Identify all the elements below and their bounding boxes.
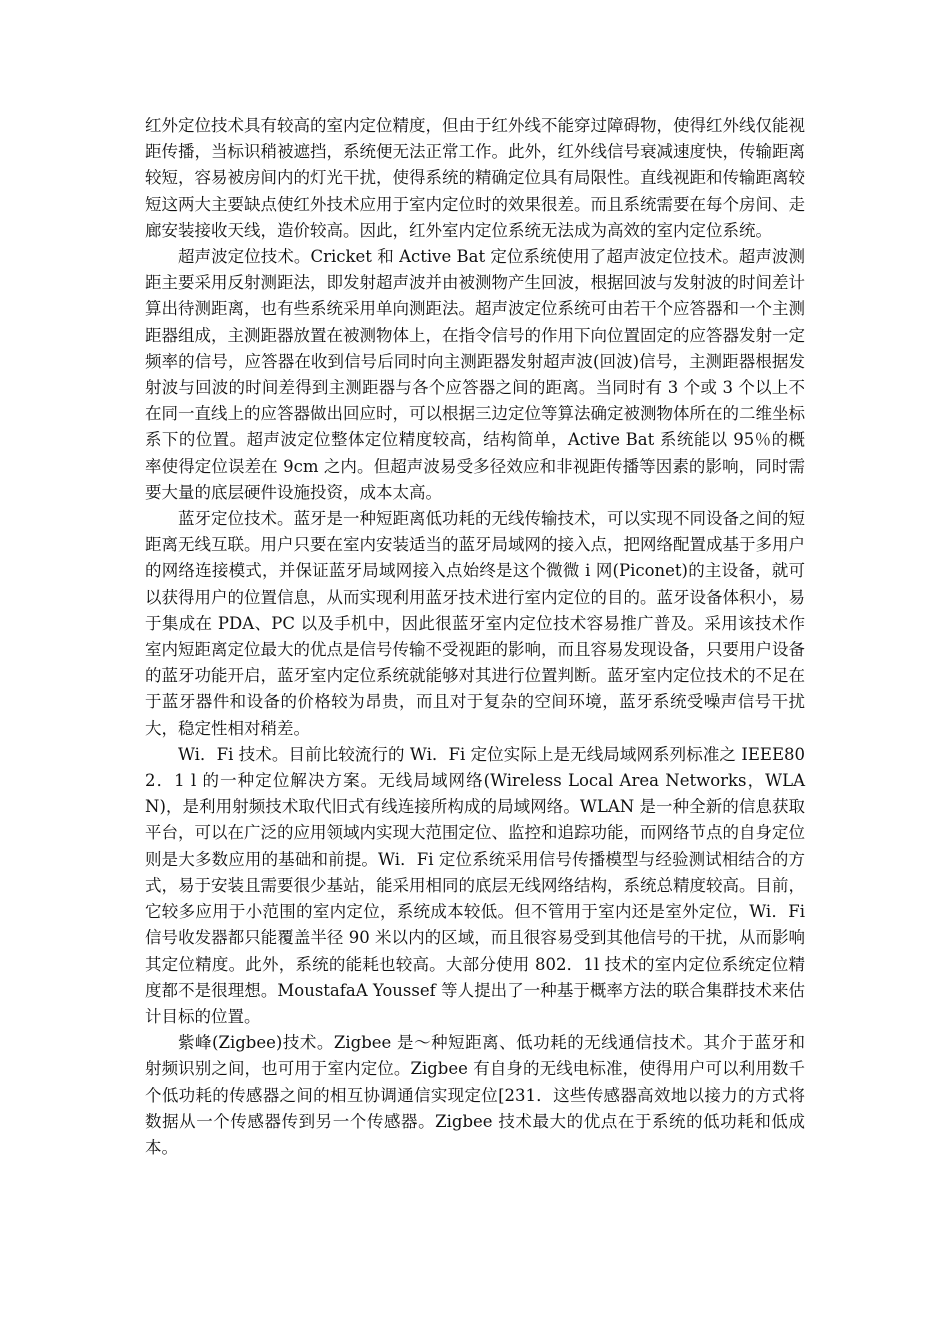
- paragraph-zigbee: 紫峰(Zigbee)技术。Zigbee 是～种短距离、低功耗的无线通信技术。其介于蓝牙和射频识别之间，也可用于室内定位。Zigbee 有自身的无线电标准，使得用户可以利用数千个低功耗的传感器之间的相互协调通信实现定位[231．这些传感器高效地以接力的方式将数据从一个传感器传到另一个传感器。Zigbee 技术最大的优点在于系统的低功耗和低成本。: [145, 1033, 805, 1157]
- paragraph-ultrasonic: 超声波定位技术。Cricket 和 Active Bat 定位系统使用了超声波定位技术。超声波测距主要采用反射测距法，即发射超声波并由被测物产生回波，根据回波与发射波的时间差计算出待测距离，也有些系统采用单向测距法。超声波定位系统可由若干个应答器和一个主测距器组成，主测距器放置在被测物体上，在指令信号的作用下向位置固定的应答器发射一定频率的信号，应答器在收到信号后同时向主测距器发射超声波(回波)信号，主测距器根据发射波与回波的时间差得到主测距器与各个应答器之间的距离。当同时有 3 个或 3 个以上不在同一直线上的应答器做出回应时，可以根据三边定位等算法确定被测物体所在的二维坐标系下的位置。超声波定位整体定位精度较高，结构简单，Active Bat 系统能以 95％的概率使得定位误差在 9cm 之内。但超声波易受多径效应和非视距传播等因素的影响，同时需要大量的底层硬件设施投资，成本太高。: [145, 247, 805, 502]
- document-body: [145, 113, 805, 1161]
- paragraph-infrared: 红外定位技术具有较高的室内定位精度，但由于红外线不能穿过障碍物，使得红外线仅能视距传播，当标识稍被遮挡，系统便无法正常工作。此外，红外线信号衰减速度快，传输距离较短，容易被房间内的灯光干扰，使得系统的精确定位具有局限性。直线视距和传输距离较短这两大主要缺点使红外技术应用于室内定位时的效果很差。而且系统需要在每个房间、走廊安装接收天线，造价较高。因此，红外室内定位系统无法成为高效的室内定位系统。: [145, 116, 805, 240]
- paragraph-wifi: Wi．Fi 技术。目前比较流行的 Wi．Fi 定位实际上是无线局域网系列标准之 IEEE802．1 l 的一种定位解决方案。无线局域网络(Wireless Local Area Networks，WLAN)，是利用射频技术取代旧式有线连接所构成的局域网络。WLAN 是一种全新的信息获取平台，可以在广泛的应用领域内实现大范围定位、监控和追踪功能，而网络节点的自身定位则是大多数应用的基础和前提。Wi．Fi 定位系统采用信号传播模型与经验测试相结合的方式，易于安装且需要很少基站，能采用相同的底层无线网络结构，系统总精度较高。目前，它较多应用于小范围的室内定位，系统成本较低。但不管用于室内还是室外定位，Wi．Fi 信号收发器都只能覆盖半径 90 米以内的区域，而且很容易受到其他信号的干扰，从而影响其定位精度。此外，系统的能耗也较高。大部分使用 802．1l 技术的室内定位系统定位精度都不是很理想。MoustafaA Youssef 等人提出了一种基于概率方法的联合集群技术来估计目标的位置。: [145, 744, 805, 1026]
- paragraph-bluetooth: 蓝牙定位技术。蓝牙是一种短距离低功耗的无线传输技术，可以实现不同设备之间的短距离无线互联。用户只要在室内安装适当的蓝牙局域网的接入点，把网络配置成基于多用户的网络连接模式，并保证蓝牙局域网接入点始终是这个微微 i 网(Piconet)的主设备，就可以获得用户的位置信息，从而实现利用蓝牙技术进行室内定位的目的。蓝牙设备体积小，易于集成在 PDA、PC 以及手机中，因此很蓝牙室内定位技术容易推广普及。采用该技术作室内短距离定位最大的优点是信号传输不受视距的影响，而且容易发现设备，只要用户设备的蓝牙功能开启，蓝牙室内定位系统就能够对其进行位置判断。蓝牙室内定位技术的不足在于蓝牙器件和设备的价格较为昂贵，而且对于复杂的空间环境，蓝牙系统受噪声信号干扰大，稳定性相对稍差。: [145, 509, 805, 738]
